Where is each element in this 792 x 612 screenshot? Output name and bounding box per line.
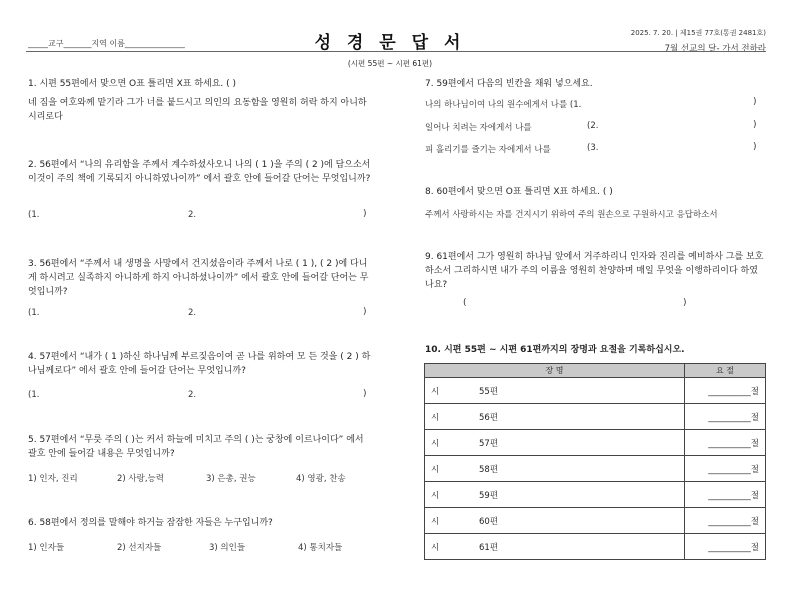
book-prefix: 시: [425, 534, 452, 560]
answer-open-paren: (: [463, 298, 467, 308]
verse-answer-cell[interactable]: [685, 456, 766, 482]
answer-close-paren: ): [683, 298, 687, 308]
chapter-number: [451, 378, 685, 404]
fill-close-paren: ): [753, 120, 757, 130]
chapter-number: [451, 456, 685, 482]
table-row: [425, 378, 766, 404]
question-8: 8. 60편에서 맞으면 O표 틀리면 X표 하세요. ( ): [425, 187, 613, 197]
option-4: 4) 영광, 찬송: [296, 474, 346, 484]
chapter-number: [451, 404, 685, 430]
answer-blank-1: (1.: [28, 390, 40, 400]
table-row: [425, 482, 766, 508]
answer-close-paren: ): [363, 307, 367, 317]
answer-blank-1: (1.: [28, 210, 40, 220]
question-3: 3. 56편에서 “주께서 내 생명을 사망에서 건지셨음이라 주께서 나로 ( 1 ), ( 2 )에 다니게 하시려고 실족하지 아니하게 하지 아니하셨나이까” 에서 괄호 안에 들어갈 단어는 무엇입니까?: [28, 259, 369, 297]
header-divider: [26, 51, 766, 52]
question-5: 5. 57편에서 “무릇 주의 ( )는 커서 하늘에 미치고 주의 ( )는 궁창에 이르나이다” 에서 괄호 안에 들어갈 내용은 무엇입니까?: [28, 435, 364, 459]
fill-blank-3: (3.: [587, 143, 599, 153]
verse-blank[interactable]: __________: [708, 516, 751, 527]
question-2: 2. 56편에서 “나의 유리함을 주께서 계수하셨사오니 나의 ( 1 )을 주의 ( 2 )에 담으소서 이것이 주의 책에 기록되지 아니하였나이까” 에서 괄호 안에 들어갈 단어는 무엇입니까?: [28, 160, 371, 184]
fill-line-1: 나의 하나님이여 나의 원수에게서 나를 (1.: [425, 100, 582, 110]
fill-close-paren: ): [753, 97, 757, 107]
chapter-number: [451, 508, 685, 534]
book-prefix: 시: [425, 456, 452, 482]
verse-suffix: 절: [750, 490, 759, 501]
page-subtitle: (시편 55편 ~ 시편 61편): [347, 59, 433, 68]
verse-answer-cell[interactable]: [685, 378, 766, 404]
table-row: [425, 430, 766, 456]
chapter-number: [451, 534, 685, 560]
question-1: 1. 시편 55편에서 맞으면 O표 틀리면 X표 하세요. ( ): [28, 79, 237, 89]
option-2: 2) 사랑,능력: [117, 474, 164, 484]
question-4: 4. 57편에서 “내가 ( 1 )하신 하나님께 부르짖음이여 곧 나를 위하여 모 든 것을 ( 2 ) 하나님께로다” 에서 괄호 안에 들어갈 단어는 무엇입니까?: [28, 352, 371, 376]
issue-info: 2025. 7. 20. | 제15권 77호(통권 2481호): [630, 29, 766, 37]
answer-close-paren: ): [363, 209, 367, 219]
chapter-label: 57편: [479, 438, 499, 449]
answer-blank-2: 2.: [188, 210, 197, 220]
verse-suffix: 절: [750, 516, 759, 527]
question-8-statement: 주께서 사랑하시는 자를 건지시기 위하여 주의 원손으로 구원하시고 응답하소서: [425, 210, 718, 220]
option-2: 2) 선지자들: [117, 543, 162, 553]
verse-answer-cell[interactable]: [685, 430, 766, 456]
book-prefix: 시: [425, 430, 452, 456]
answer-blank-2: 2.: [188, 390, 197, 400]
verse-suffix: 절: [750, 464, 759, 475]
column-header-chapter: 장 명: [425, 364, 685, 378]
book-prefix: 시: [425, 404, 452, 430]
option-3: 3) 은총, 권능: [206, 474, 256, 484]
book-prefix: 시: [425, 482, 452, 508]
verse-suffix: 절: [750, 386, 759, 397]
name-field-line: _____교구_______지역 이름_______________: [28, 39, 185, 48]
fill-blank-2: (2.: [587, 121, 599, 131]
monthly-theme: 7월 선교의 달- 가서 전하라: [664, 44, 766, 54]
answer-blank-1: (1.: [28, 308, 40, 318]
chapter-label: 59편: [479, 490, 499, 501]
book-prefix: 시: [425, 508, 452, 534]
chapter-label: 61편: [479, 542, 499, 553]
question-7: 7. 59편에서 다음의 빈칸을 채워 넣으세요.: [425, 79, 593, 89]
page-title: 성 경 문 답 서: [314, 33, 466, 53]
chapter-label: 55편: [479, 386, 499, 397]
verse-blank[interactable]: __________: [708, 490, 751, 501]
fill-line-2: 일어나 치려는 자에게서 나를: [425, 123, 532, 133]
fill-close-paren: ): [753, 142, 757, 152]
verse-suffix: 절: [750, 438, 759, 449]
answer-blank-2: 2.: [188, 308, 197, 318]
verse-blank[interactable]: __________: [708, 542, 751, 553]
chapter-verse-table: [424, 363, 766, 560]
chapter-label: 58편: [479, 464, 499, 475]
verse-blank[interactable]: __________: [708, 412, 751, 423]
table-body: [425, 378, 766, 560]
column-header-verse: 요 절: [685, 364, 766, 378]
option-1: 1) 인자들: [28, 543, 65, 553]
chapter-label: 60편: [479, 516, 499, 527]
fill-line-3: 피 흘리기를 즐기는 자에게서 나를: [425, 145, 551, 155]
table-row: [425, 456, 766, 482]
question-10: 10. 시편 55편 ~ 시편 61편까지의 장명과 요절을 기록하십시오.: [425, 345, 685, 355]
verse-answer-cell[interactable]: [685, 482, 766, 508]
verse-blank[interactable]: __________: [708, 464, 751, 475]
verse-blank[interactable]: __________: [708, 386, 751, 397]
verse-answer-cell[interactable]: [685, 534, 766, 560]
option-3: 3) 의인들: [209, 543, 246, 553]
verse-answer-cell[interactable]: [685, 404, 766, 430]
table-row: [425, 508, 766, 534]
chapter-label: 56편: [479, 412, 499, 423]
chapter-number: [451, 482, 685, 508]
table-row: [425, 534, 766, 560]
chapter-number: [451, 430, 685, 456]
question-1-statement: 네 짐을 여호와께 맡기라 그가 너를 붙드시고 의인의 요동함을 영원히 허락 하지 아니하시리로다: [28, 98, 367, 122]
question-9: 9. 61편에서 그가 영원히 하나님 앞에서 거주하리니 인자와 진리를 예비하사 그를 보호하소서 그리하시면 내가 주의 이름을 영원히 찬양하며 매일 무엇을 이행하리이다 하였나요?: [425, 252, 764, 290]
question-6: 6. 58편에서 정의를 말해야 하거늘 잠잠한 자들은 누구입니까?: [28, 518, 273, 528]
verse-blank[interactable]: __________: [708, 438, 751, 449]
verse-suffix: 절: [750, 412, 759, 423]
table-header-row: [425, 364, 766, 378]
verse-suffix: 절: [750, 542, 759, 553]
answer-close-paren: ): [363, 389, 367, 399]
verse-answer-cell[interactable]: [685, 508, 766, 534]
option-4: 4) 통치자들: [298, 543, 343, 553]
table-row: [425, 404, 766, 430]
book-prefix: 시: [425, 378, 452, 404]
option-1: 1) 인자, 진리: [28, 474, 78, 484]
